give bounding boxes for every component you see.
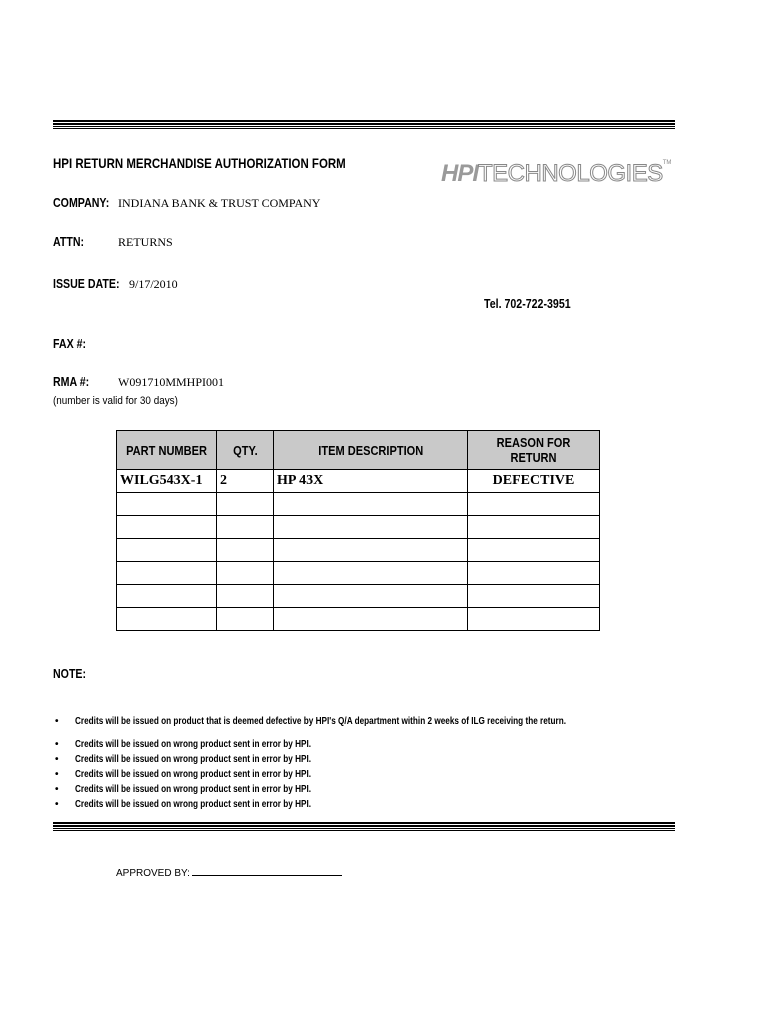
cell-item-description xyxy=(274,539,468,562)
note-label: NOTE: xyxy=(53,667,87,681)
table-row xyxy=(117,585,600,608)
issue-date-label: ISSUE DATE: xyxy=(53,277,120,291)
approval-line xyxy=(116,866,342,879)
header-reason-for-return: REASON FOR RETURN xyxy=(468,431,600,470)
note-text: Credits will be issued on wrong product sent in error by HPI. xyxy=(75,799,312,810)
logo-brand: HPI xyxy=(441,160,479,187)
form-title: HPI RETURN MERCHANDISE AUTHORIZATION FORM xyxy=(53,155,346,171)
company-label: COMPANY: xyxy=(53,196,110,210)
table-row xyxy=(117,493,600,516)
cell-reason xyxy=(468,562,600,585)
cell-qty xyxy=(217,493,274,516)
hpi-technologies-logo xyxy=(441,160,672,198)
cell-qty xyxy=(217,539,274,562)
cell-qty xyxy=(217,516,274,539)
signature-field[interactable] xyxy=(192,866,342,876)
bullet-icon: • xyxy=(55,739,59,750)
parts-table xyxy=(116,430,600,631)
cell-item-description: HP 43X xyxy=(274,470,468,493)
cell-item-description xyxy=(274,493,468,516)
cell-part-number xyxy=(117,562,217,585)
table-row xyxy=(117,562,600,585)
cell-reason xyxy=(468,539,600,562)
table-row xyxy=(117,608,600,631)
table-row xyxy=(117,539,600,562)
cell-reason xyxy=(468,516,600,539)
cell-item-description xyxy=(274,562,468,585)
bullet-icon: • xyxy=(55,754,59,765)
cell-part-number xyxy=(117,539,217,562)
attn-label: ATTN: xyxy=(53,235,85,249)
bullet-icon: • xyxy=(55,716,59,727)
bullet-icon: • xyxy=(55,799,59,810)
header-item-description: ITEM DESCRIPTION xyxy=(274,431,468,470)
cell-qty xyxy=(217,608,274,631)
cell-part-number xyxy=(117,493,217,516)
cell-part-number xyxy=(117,608,217,631)
table-header-row xyxy=(117,431,600,470)
header-qty: QTY. xyxy=(217,431,274,470)
cell-reason: DEFECTIVE xyxy=(468,470,600,493)
table-row xyxy=(117,516,600,539)
note-text: Credits will be issued on wrong product sent in error by HPI. xyxy=(75,754,312,765)
cell-qty xyxy=(217,585,274,608)
fax-label: FAX #: xyxy=(53,337,87,351)
cell-qty xyxy=(217,562,274,585)
logo-tm: TM xyxy=(662,160,672,166)
rma-validity-note: (number is valid for 30 days) xyxy=(53,395,178,407)
logo-suffix: TECHNOLOGIES xyxy=(478,160,663,187)
cell-part-number: WILG543X-1 xyxy=(117,470,217,493)
cell-item-description xyxy=(274,608,468,631)
cell-part-number xyxy=(117,585,217,608)
bottom-divider xyxy=(53,822,675,832)
note-text: Credits will be issued on product that is deemed defective by HPI's Q/A department within 2 weeks of ILG receiving the return. xyxy=(75,716,567,727)
issue-date-value: 9/17/2010 xyxy=(129,277,178,291)
cell-reason xyxy=(468,493,600,516)
rma-value: W091710MMHPI001 xyxy=(118,375,225,389)
cell-reason xyxy=(468,608,600,631)
company-value: INDIANA BANK & TRUST COMPANY xyxy=(118,196,321,210)
telephone: Tel. 702-722-3951 xyxy=(484,297,571,311)
cell-item-description xyxy=(274,585,468,608)
approved-by-label: APPROVED BY: xyxy=(116,868,190,879)
bullet-icon: • xyxy=(55,784,59,795)
cell-part-number xyxy=(117,516,217,539)
note-text: Credits will be issued on wrong product sent in error by HPI. xyxy=(75,739,312,750)
cell-item-description xyxy=(274,516,468,539)
rma-label: RMA #: xyxy=(53,375,90,389)
cell-qty: 2 xyxy=(217,470,274,493)
note-text: Credits will be issued on wrong product sent in error by HPI. xyxy=(75,784,312,795)
table-row xyxy=(117,470,600,493)
attn-value: RETURNS xyxy=(118,235,173,249)
top-divider xyxy=(53,120,675,130)
bullet-icon: • xyxy=(55,769,59,780)
cell-reason xyxy=(468,585,600,608)
note-text: Credits will be issued on wrong product sent in error by HPI. xyxy=(75,769,312,780)
header-part-number: PART NUMBER xyxy=(117,431,217,470)
